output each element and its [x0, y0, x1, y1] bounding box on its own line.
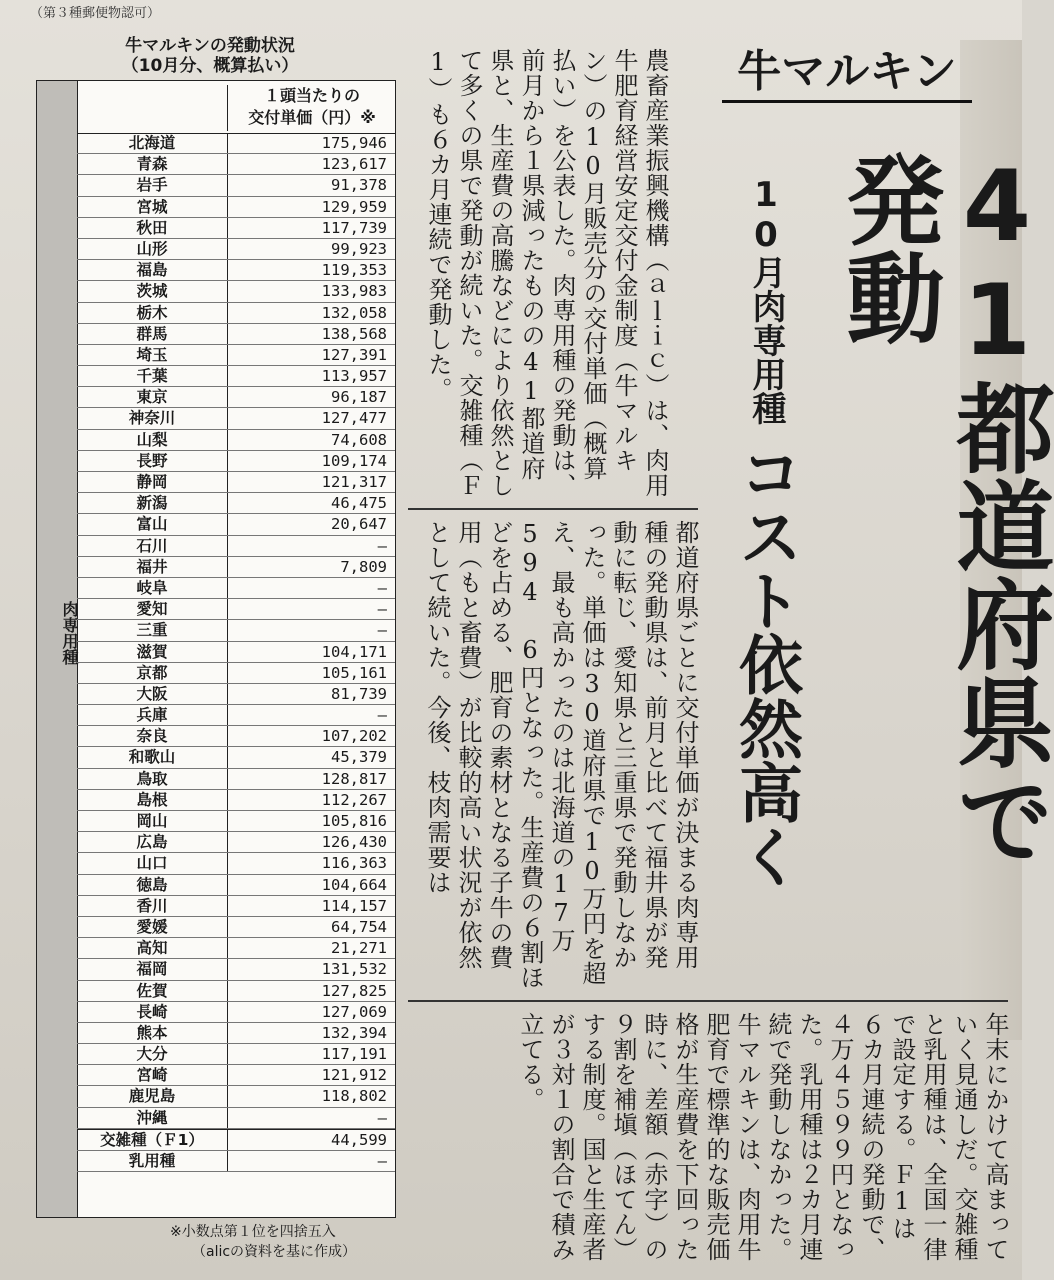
- prefecture-name: 長崎: [136, 1002, 168, 1021]
- table-row: [77, 769, 395, 790]
- table-row: [77, 642, 395, 663]
- table-row: [77, 832, 395, 853]
- prefecture-name: 宮城: [136, 197, 168, 216]
- table-row: [77, 408, 395, 429]
- prefecture-name: 岐阜: [136, 578, 168, 597]
- prefecture-name: 滋賀: [136, 642, 168, 661]
- unit-price-value: —: [377, 1152, 387, 1170]
- article-paragraph-lower: 年末にかけて高まっていく見通しだ。交雑種と乳用種は、全国一律で設定する。Ｆ1は６カ月連続の発動で、４万４５９９円となった。乳用種は２カ月連続で発動しなかった。牛マルキンは、肉用牛肥育で標準的な販売価格が生産費を下回った時に、差額（赤字）の９割を補塡（ほてん）する制度。国と生産者が３対１の割合で積み立てる。: [516, 1012, 1009, 1262]
- unit-price-header: [227, 85, 396, 131]
- table-row: [77, 705, 395, 726]
- unit-price-value: 126,430: [321, 833, 387, 852]
- prefecture-name: 福島: [136, 261, 168, 280]
- table-row: [77, 154, 395, 175]
- table-row: [77, 430, 395, 451]
- unit-price-value: 113,957: [321, 367, 387, 386]
- unit-price-value: 133,983: [321, 282, 387, 301]
- prefecture-name: 岩手: [136, 176, 168, 195]
- prefecture-name: 佐賀: [136, 981, 168, 1000]
- table-title-line2: （10月分、概算払い）: [121, 56, 299, 76]
- prefecture-name: 山形: [136, 239, 168, 258]
- unit-price-value: 107,202: [321, 727, 387, 746]
- prefecture-name: 長野: [136, 451, 168, 470]
- unit-price-value: 104,664: [321, 875, 387, 894]
- prefecture-name: 交雑種（Ｆ1）: [100, 1130, 204, 1149]
- table-row: [77, 324, 395, 345]
- table-row: [77, 451, 395, 472]
- unit-price-value: 45,379: [331, 748, 387, 767]
- unit-price-value: 105,161: [321, 663, 387, 682]
- unit-price-value: 7,809: [340, 557, 387, 576]
- unit-price-value: 105,816: [321, 812, 387, 830]
- prefecture-name: 大分: [136, 1045, 168, 1064]
- table-row: [77, 663, 395, 684]
- prefecture-name: 三重: [136, 621, 168, 640]
- prefecture-name: 山梨: [136, 430, 168, 449]
- prefecture-name: 高知: [136, 939, 168, 958]
- prefecture-name: 秋田: [136, 218, 168, 237]
- prefecture-name: 京都: [136, 663, 168, 682]
- table-row: [77, 557, 395, 578]
- unit-price-value: 117,191: [321, 1045, 387, 1064]
- unit-price-value: 104,171: [321, 642, 387, 661]
- unit-price-value: 99,923: [331, 239, 387, 258]
- unit-price-value: 132,058: [321, 303, 387, 322]
- prefecture-name: 埼玉: [136, 345, 168, 364]
- table-row: [77, 917, 395, 938]
- table-row: [77, 896, 395, 917]
- prefecture-name: 石川: [136, 536, 168, 555]
- unit-price-value: 46,475: [331, 494, 387, 513]
- prefecture-name: 千葉: [136, 367, 168, 386]
- unit-price-value: 44,599: [331, 1130, 387, 1149]
- unit-price-value: 129,959: [321, 197, 387, 216]
- article-paragraph-upper: 農畜産業振興機構（ａｌｉｃ）は、肉用牛肥育経営安定交付金制度（牛マルキン）の10月販売分の交付単価（概算払い）を公表した。肉専用種の発動は、前月から１県減ったものの41都道府県と、生産費の高騰などにより依然として多くの県で発動が続いた。交雑種（Ｆ1）も６カ月連続で発動した。: [424, 48, 669, 498]
- unit-price-value: —: [377, 1108, 387, 1127]
- table-row: [77, 1108, 395, 1129]
- prefecture-name: 福岡: [136, 960, 168, 979]
- prefecture-name: 乳用種: [128, 1152, 176, 1170]
- table-note-line1: ※小数点第１位を四捨五入: [170, 1224, 336, 1240]
- table-row: [77, 175, 395, 196]
- subhead-costs-remain-high: コスト依然高く: [728, 440, 802, 888]
- table-row: [77, 303, 395, 324]
- unit-price-value: 81,739: [331, 684, 387, 703]
- prefecture-name: 鹿児島: [128, 1087, 176, 1106]
- unit-price-value: 117,739: [321, 218, 387, 237]
- column-rule-2: [408, 1000, 1008, 1002]
- table-row: [77, 345, 395, 366]
- unit-price-value: 109,174: [321, 451, 387, 470]
- table-note-line2: （alicの資料を基に作成）: [192, 1244, 357, 1260]
- unit-price-value: 131,532: [321, 960, 387, 979]
- unit-price-value: 121,317: [321, 473, 387, 491]
- unit-price-value: 127,477: [321, 409, 387, 428]
- table-row: [77, 938, 395, 959]
- table-row: [77, 620, 395, 641]
- unit-price-value: 114,157: [321, 896, 387, 915]
- table-row: [77, 281, 395, 302]
- unit-price-value: 127,069: [321, 1002, 387, 1021]
- unit-price-value: —: [377, 600, 387, 619]
- table-row: [77, 959, 395, 980]
- table-row: [77, 790, 395, 811]
- prefecture-name: 島根: [136, 790, 168, 809]
- prefecture-name: 香川: [136, 896, 168, 915]
- unit-price-value: 91,378: [331, 176, 387, 195]
- table-row: [77, 1002, 395, 1023]
- table-row: [77, 260, 395, 281]
- prefecture-name: 富山: [136, 515, 168, 534]
- unit-price-value: 123,617: [321, 155, 387, 174]
- unit-price-value: 138,568: [321, 324, 387, 343]
- unit-price-value: 118,802: [321, 1087, 387, 1106]
- unit-price-value: —: [377, 578, 387, 597]
- table-row: [77, 1044, 395, 1065]
- table-row: [77, 536, 395, 557]
- article-paragraph-middle: 都道府県ごとに交付単価が決まる肉専用種の発動県は、前月と比べて福井県が発動に転じ、愛知県と三重県で発動しなかった。単価は30道府県で10万円を超え、最も高かったのは北海道の17万594 6円となった。生産費の６割ほどを占める、肥育の素材となる子牛の費用（もと畜費）が比較的高い状況が依然として続いた。今後、枝肉需要は: [423, 520, 699, 990]
- prefecture-name: 愛知: [136, 600, 168, 619]
- prefecture-name: 東京: [136, 388, 168, 407]
- unit-price-value: 74,608: [331, 430, 387, 449]
- table-row: [77, 875, 395, 896]
- unit-price-value: 112,267: [321, 790, 387, 809]
- table-note: [170, 1222, 410, 1262]
- table-row: [77, 1065, 395, 1086]
- prefecture-name: 鳥取: [136, 769, 168, 788]
- side-label-meat-breed: 肉専用種: [60, 601, 79, 665]
- table-row: [77, 578, 395, 599]
- table-row: [77, 1151, 395, 1172]
- unit-price-value: 116,363: [321, 854, 387, 873]
- unit-price-value: 127,825: [321, 981, 387, 1000]
- unit-price-value: —: [377, 536, 387, 555]
- table-row: [77, 366, 395, 387]
- unit-price-value: 127,391: [321, 345, 387, 364]
- prefecture-name: 北海道: [128, 134, 176, 152]
- table-row: [77, 747, 395, 768]
- prefecture-name: 新潟: [136, 494, 168, 513]
- table-row: [77, 197, 395, 218]
- table-row: [77, 599, 395, 620]
- prefecture-name: 群馬: [136, 324, 168, 343]
- prefecture-name: 熊本: [136, 1023, 168, 1042]
- unit-price-value: 96,187: [331, 388, 387, 407]
- table-row: [77, 811, 395, 832]
- table-row: [77, 387, 395, 408]
- prefecture-name: 栃木: [136, 303, 168, 322]
- article-kicker: 牛マルキン: [722, 44, 972, 103]
- table-title-line1: 牛マルキンの発動状況: [125, 36, 295, 56]
- unit-price-value: 64,754: [331, 917, 387, 936]
- unit-price-value: 121,912: [321, 1066, 387, 1085]
- column-rule-1: [408, 508, 698, 510]
- table-row: [77, 1129, 395, 1151]
- unit-price-value: 128,817: [321, 769, 387, 788]
- unit-price-value: 21,271: [331, 939, 387, 958]
- unit-price-header-line2: 交付単価（円）※: [248, 108, 376, 127]
- subhead-october-meat-breed: 10月肉専用種: [746, 175, 786, 425]
- prefecture-name: 和歌山: [128, 748, 176, 767]
- prefecture-name: 岡山: [136, 812, 168, 830]
- table-row: [77, 1086, 395, 1107]
- prefecture-name: 大阪: [136, 684, 168, 703]
- prefecture-name: 兵庫: [136, 706, 168, 725]
- table-row: [77, 239, 395, 260]
- prefecture-name: 静岡: [136, 473, 168, 491]
- prefecture-name: 広島: [136, 833, 168, 852]
- table-row: [77, 133, 395, 154]
- prefecture-name: 奈良: [136, 727, 168, 746]
- prefecture-name: 青森: [136, 155, 168, 174]
- prefecture-name: 神奈川: [128, 409, 176, 428]
- table-row: [77, 493, 395, 514]
- prefecture-name: 山口: [136, 854, 168, 873]
- table-body: [77, 133, 395, 1172]
- table-row: [77, 853, 395, 874]
- prefecture-name: 徳島: [136, 875, 168, 894]
- prefecture-name: 福井: [136, 557, 168, 576]
- table-row: [77, 514, 395, 535]
- payment-table: [36, 80, 396, 1218]
- table-row: [77, 472, 395, 493]
- table-side-column: [37, 81, 78, 1217]
- table-row: [77, 684, 395, 705]
- unit-price-value: —: [377, 621, 387, 640]
- unit-price-value: —: [377, 706, 387, 725]
- unit-price-header-line1: １頭当たりの: [263, 86, 360, 105]
- table-row: [77, 1023, 395, 1044]
- table-row: [77, 981, 395, 1002]
- table-row: [77, 218, 395, 239]
- table-row: [77, 726, 395, 747]
- postal-permit-notice: （第３種郵便物認可）: [30, 6, 161, 21]
- table-header: [77, 81, 395, 134]
- prefecture-name: 茨城: [136, 282, 168, 301]
- unit-price-value: 132,394: [321, 1023, 387, 1042]
- headline: 41都道府県で発動: [830, 150, 1054, 868]
- unit-price-value: 175,946: [321, 134, 387, 152]
- unit-price-value: 119,353: [321, 261, 387, 280]
- table-title: [40, 36, 380, 76]
- prefecture-name: 沖縄: [136, 1108, 168, 1127]
- unit-price-value: 20,647: [331, 515, 387, 534]
- prefecture-name: 宮崎: [136, 1066, 168, 1085]
- prefecture-name: 愛媛: [136, 917, 168, 936]
